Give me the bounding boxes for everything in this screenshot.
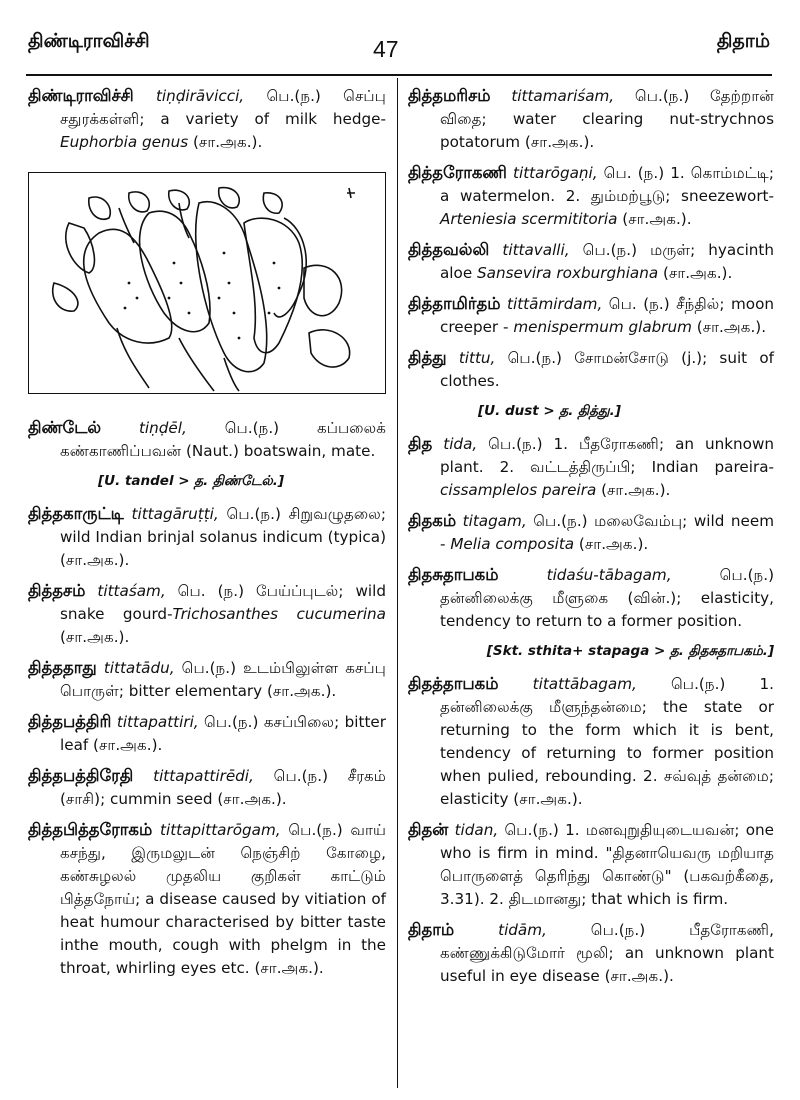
transliteration: tiṇḍēl, [138,419,187,437]
dictionary-entry [408,563,774,633]
dictionary-entry [408,672,774,811]
headword: தித்தகாருட்டி [28,504,124,523]
dictionary-entry [408,161,774,231]
transliteration: tiṇḍirāvicci, [155,87,245,105]
headword: தித்தபித்தரோகம் [28,820,153,839]
dictionary-entry [28,579,386,649]
scientific-name: menispermum glabrum [513,318,692,336]
headword: தித [408,434,433,453]
headword: தித்தசம் [28,581,86,600]
source-abbrev: (சா.அக.). [574,535,649,553]
dictionary-entry [28,656,386,703]
euphorbia-drawing [29,173,385,393]
definition: பெ.(ந.) 1. தன்னிலைக்கு மீளுந்தன்மை; the state or returning to the form which it is bent, tendency of returning to former position when pulied, rebounding. 2. சவ்வுத் தன்மை; elasticity (சா.அக.). [440,675,774,808]
dictionary-entry [408,238,774,285]
page-number: 47 [373,36,399,62]
definition: பெ.(ந.) செப்பு சதுரக்கள்ளி; a variety of milk hedge- [60,87,386,128]
dictionary-entry [28,764,386,811]
dictionary-entry [28,710,386,757]
definition: பெ.(ந.) 1. பீதரோகணி; an unknown plant. 2. வட்டத்திருப்பி; Indian pareira- [440,435,775,476]
headword: திண்டேல் [28,418,102,437]
transliteration: tidan, [454,821,499,839]
transliteration: tittu, [458,349,496,367]
guide-word-left: திண்டிராவிச்சி [28,30,150,52]
headword: திதகம் [408,511,457,530]
transliteration: tittapittarōgam, [160,821,281,839]
dictionary-entry [408,432,774,502]
definition: பெ.(ந.) உடம்பிலுள்ள கசப்பு பொருள்; bitter elementary (சா.அக.). [60,659,386,700]
definition: பெ. (ந.) சீந்தில்; moon creeper - [440,295,774,336]
transliteration: tittapattiri, [116,713,199,731]
headword: தித்ததாது [28,658,97,677]
transliteration: tittamariśam, [511,87,615,105]
etymology-note: [U. dust > த. தித்து.] [478,403,621,419]
definition: பெ.(ந.) தேற்றான் விதை; water clearing nut-strychnos potatorum (சா.அக.). [440,87,774,151]
dictionary-entry [28,818,386,980]
transliteration: tittavalli, [502,241,570,259]
definition: பெ.(ந.) மலைவேம்பு; wild neem - [440,512,774,553]
source-abbrev: (சா.அக.). [60,628,130,646]
headword: திண்டிராவிச்சி [28,86,134,105]
source-abbrev: (சா.அக.). [188,133,263,151]
dictionary-entry [408,346,774,393]
scientific-name: Melia composita [450,535,575,553]
headword: திதசுதாபகம் [408,565,499,584]
transliteration: tittatādu, [103,659,175,677]
left-column [28,84,386,987]
transliteration: tidām, [498,921,547,939]
page-header [28,30,770,70]
scientific-name: cissamplelos pareira [440,481,597,499]
source-abbrev: (சா.அக.). [658,264,733,282]
headword: திதத்தாபகம் [408,674,499,693]
headword: திதாம் [408,920,455,939]
header-rule [26,74,772,76]
transliteration: tittagāruṭṭi, [131,505,219,523]
definition: பெ. (ந.) 1. கொம்மட்டி; a watermelon. 2. தும்மற்பூடு; sneezewort- [440,164,774,205]
definition: பெ.(ந.) பீதரோகணி, கண்ணுக்கிடுமோர் மூலி; an unknown plant useful in eye disease (சா.அக.). [440,921,774,985]
definition: பெ.(ந.) சீரகம் (சாசி); cummin seed (சா.அக.). [60,767,386,808]
headword: தித்து [408,348,447,367]
headword: தித்தபத்திரி [28,712,112,731]
source-abbrev: (சா.அக.). [596,481,671,499]
transliteration: tittaśam, [97,582,166,600]
dictionary-entry [28,502,386,572]
definition: பெ.(ந.) 1. மனவுறுதியுடையவன்; one who is firm in mind. "திதனாயெவரு மறியாத பொருளைத் தெரிந்து கொண்டு" (பகவற்கீதை, 3.31). 2. திடமானது; that which is firm. [440,821,775,908]
definition: பெ.(ந.) மருள்; hyacinth aloe [440,241,774,282]
scientific-name: Arteniesia scermititoria [440,210,618,228]
headword: தித்தாமிர்தம் [408,294,501,313]
headword: தித்தபத்திரேதி [28,766,134,785]
transliteration: titagam, [462,512,527,530]
source-abbrev: (சா.அக.). [617,210,692,228]
source-abbrev: (சா.அக.). [691,318,767,336]
dictionary-entry [408,292,774,339]
dictionary-entry [408,818,774,911]
column-divider [397,78,398,1088]
plant-illustration [28,172,386,394]
scientific-name: Euphorbia genus [60,133,189,151]
dictionary-entry [408,918,774,988]
dictionary-entry [28,84,386,154]
scientific-name: Sansevira roxburghiana [477,264,659,282]
dictionary-entry [408,84,774,154]
definition: பெ. (ந.) பேய்ப்புடல்; wild snake gourd- [60,582,386,623]
dictionary-entry [408,509,774,556]
transliteration: tida, [443,435,478,453]
definition: பெ.(ந.) சிறுவழுதலை; wild Indian brinjal solanus indicum (typica) (சா.அக.). [60,505,387,569]
dictionary-entry [28,416,386,463]
headword: திதன் [408,820,449,839]
transliteration: tittarōgaṇi, [513,164,598,182]
etymology-note: [Skt. sthita+ stapaga > த. திதசுதாபகம்.] [486,643,774,659]
guide-word-right: திதாம் [716,30,770,52]
transliteration: tittapattirēdi, [153,767,254,785]
headword: தித்தவல்லி [408,240,490,259]
definition: பெ.(ந.) கப்பலைக் கண்காணிப்பவன் (Naut.) boatswain, mate. [60,419,386,460]
transliteration: titattābagam, [532,675,637,693]
definition: பெ.(ந.) சோமன்சோடு (j.); suit of clothes. [440,349,775,390]
headword: தித்தமரிசம் [408,86,491,105]
etymology-note: [U. tandel > த. திண்டேல்.] [98,473,284,489]
definition: பெ.(ந.) கசப்பிலை; bitter leaf (சா.அக.). [60,713,386,754]
definition: பெ.(ந.) தன்னிலைக்கு மீளுகை (வின்.); elasticity, tendency to return to a former position. [440,566,774,630]
scientific-name: Trichosanthes cucumerina [172,605,386,623]
definition: பெ.(ந.) வாய் கசந்து, இருமலுடன் நெஞ்சிற் கோழை, கண்சுழலல் முதலிய குறிகள் காட்டும் பித்தநோய்; a disease caused by vitiation of heat humour characterised by bitter taste inthe mouth, cough with phelgm in the throat, whirling eyes etc. (சா.அக.). [60,821,386,977]
right-column [408,84,774,995]
headword: தித்தரோகணி [408,163,507,182]
transliteration: tittāmirdam, [507,295,603,313]
transliteration: tidaśu-tābagam, [546,566,672,584]
